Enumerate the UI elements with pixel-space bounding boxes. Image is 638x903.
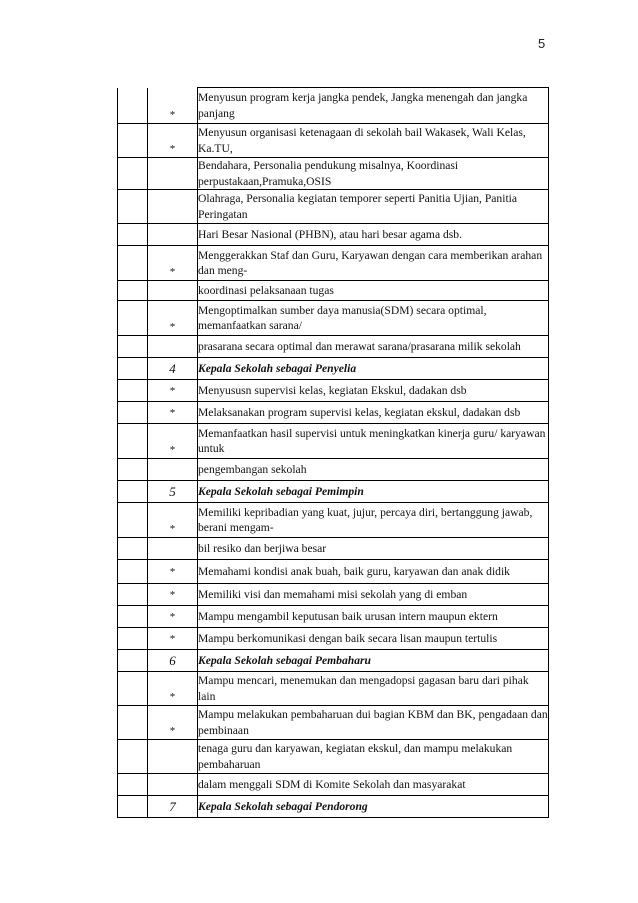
table-row bbox=[118, 124, 549, 158]
section-number: 6 bbox=[148, 650, 198, 672]
row-number bbox=[148, 224, 198, 246]
row-text: Bendahara, Personalia pendukung misalnya, Koordinasi perpustakaan,Pramuka,OSIS bbox=[198, 158, 549, 190]
table-row bbox=[118, 224, 549, 246]
row-text: koordinasi pelaksanaan tugas bbox=[198, 281, 549, 301]
left-margin-cell bbox=[118, 774, 148, 796]
left-margin-cell bbox=[118, 459, 148, 481]
section-number: 7 bbox=[148, 796, 198, 818]
table-row bbox=[118, 650, 549, 672]
row-number bbox=[148, 774, 198, 796]
table-row bbox=[118, 538, 549, 560]
left-margin-cell bbox=[118, 424, 148, 459]
row-text: Mampu melakukan pembaharuan dui bagian KBM dan BK, pengadaan dan pembinaan bbox=[198, 706, 549, 740]
row-number: * bbox=[148, 628, 198, 650]
table-row bbox=[118, 158, 549, 190]
row-number bbox=[148, 538, 198, 560]
table-row bbox=[118, 706, 549, 740]
left-margin-cell bbox=[118, 190, 148, 224]
row-number: * bbox=[148, 503, 198, 538]
row-number bbox=[148, 336, 198, 358]
table-row bbox=[118, 424, 549, 459]
section-heading: Kepala Sekolah sebagai Penyelia bbox=[198, 358, 549, 380]
table-row bbox=[118, 358, 549, 380]
left-margin-cell bbox=[118, 481, 148, 503]
row-number bbox=[148, 281, 198, 301]
row-text: Mampu mencari, menemukan dan mengadopsi gagasan baru dari pihak lain bbox=[198, 672, 549, 706]
row-text: Memiliki kepribadian yang kuat, jujur, percaya diri, bertanggung jawab, berani mengam- bbox=[198, 503, 549, 538]
left-margin-cell bbox=[118, 706, 148, 740]
table-row bbox=[118, 628, 549, 650]
left-margin-cell bbox=[118, 606, 148, 628]
row-number: * bbox=[148, 88, 198, 124]
table-row bbox=[118, 774, 549, 796]
table-row bbox=[118, 336, 549, 358]
row-text: Melaksanakan program supervisi kelas, kegiatan ekskul, dadakan dsb bbox=[198, 402, 549, 424]
row-number bbox=[148, 158, 198, 190]
left-margin-cell bbox=[118, 560, 148, 584]
left-margin-cell bbox=[118, 796, 148, 818]
table-row bbox=[118, 459, 549, 481]
left-margin-cell bbox=[118, 538, 148, 560]
row-number: * bbox=[148, 301, 198, 336]
row-text: prasarana secara optimal dan merawat sarana/prasarana milik sekolah bbox=[198, 336, 549, 358]
left-margin-cell bbox=[118, 358, 148, 380]
table-row bbox=[118, 281, 549, 301]
left-margin-cell bbox=[118, 402, 148, 424]
row-text: dalam menggali SDM di Komite Sekolah dan masyarakat bbox=[198, 774, 549, 796]
page-number: 5 bbox=[538, 36, 546, 51]
table-row bbox=[118, 246, 549, 281]
table-row bbox=[118, 560, 549, 584]
left-margin-cell bbox=[118, 88, 148, 124]
table-row bbox=[118, 301, 549, 336]
left-margin-cell bbox=[118, 650, 148, 672]
left-margin-cell bbox=[118, 281, 148, 301]
row-text: Menyusun organisasi ketenagaan di sekolah bail Wakasek, Wali Kelas, Ka.TU, bbox=[198, 124, 549, 158]
left-margin-cell bbox=[118, 584, 148, 606]
table-row bbox=[118, 672, 549, 706]
row-text: Hari Besar Nasional (PHBN), atau hari besar agama dsb. bbox=[198, 224, 549, 246]
row-text: bil resiko dan berjiwa besar bbox=[198, 538, 549, 560]
row-text: Menggerakkan Staf dan Guru, Karyawan dengan cara memberikan arahan dan meng- bbox=[198, 246, 549, 281]
row-text: tenaga guru dan karyawan, kegiatan ekskul, dan mampu melakukan pembaharuan bbox=[198, 740, 549, 774]
table-row bbox=[118, 606, 549, 628]
row-text: Olahraga, Personalia kegiatan temporer seperti Panitia Ujian, Panitia Peringatan bbox=[198, 190, 549, 224]
row-text: pengembangan sekolah bbox=[198, 459, 549, 481]
table-row bbox=[118, 584, 549, 606]
row-number: * bbox=[148, 424, 198, 459]
left-margin-cell bbox=[118, 336, 148, 358]
table-row bbox=[118, 796, 549, 818]
left-margin-cell bbox=[118, 740, 148, 774]
row-number: * bbox=[148, 124, 198, 158]
table-row bbox=[118, 190, 549, 224]
table-row bbox=[118, 380, 549, 402]
left-margin-cell bbox=[118, 224, 148, 246]
row-number: * bbox=[148, 584, 198, 606]
table-row bbox=[118, 503, 549, 538]
row-number bbox=[148, 190, 198, 224]
left-margin-cell bbox=[118, 158, 148, 190]
left-margin-cell bbox=[118, 301, 148, 336]
section-number: 5 bbox=[148, 481, 198, 503]
section-heading: Kepala Sekolah sebagai Pendorong bbox=[198, 796, 549, 818]
table-row bbox=[118, 481, 549, 503]
row-text: Menyusun program kerja jangka pendek, Jangka menengah dan jangka panjang bbox=[198, 88, 549, 124]
row-number: * bbox=[148, 380, 198, 402]
row-number: * bbox=[148, 672, 198, 706]
content-table bbox=[117, 87, 549, 818]
left-margin-cell bbox=[118, 380, 148, 402]
row-number: * bbox=[148, 706, 198, 740]
row-text: Memiliki visi dan memahami misi sekolah yang di emban bbox=[198, 584, 549, 606]
row-number: * bbox=[148, 606, 198, 628]
row-number: * bbox=[148, 246, 198, 281]
row-text: Mengoptimalkan sumber daya manusia(SDM) secara optimal, memanfaatkan sarana/ bbox=[198, 301, 549, 336]
row-number bbox=[148, 459, 198, 481]
left-margin-cell bbox=[118, 503, 148, 538]
left-margin-cell bbox=[118, 246, 148, 281]
row-text: Mampu mengambil keputusan baik urusan intern maupun ektern bbox=[198, 606, 549, 628]
row-number bbox=[148, 740, 198, 774]
left-margin-cell bbox=[118, 628, 148, 650]
left-margin-cell bbox=[118, 672, 148, 706]
table-row bbox=[118, 88, 549, 124]
row-text: Memanfaatkan hasil supervisi untuk meningkatkan kinerja guru/ karyawan untuk bbox=[198, 424, 549, 459]
section-number: 4 bbox=[148, 358, 198, 380]
row-number: * bbox=[148, 402, 198, 424]
left-margin-cell bbox=[118, 124, 148, 158]
section-heading: Kepala Sekolah sebagai Pembaharu bbox=[198, 650, 549, 672]
section-heading: Kepala Sekolah sebagai Pemimpin bbox=[198, 481, 549, 503]
row-text: Mampu berkomunikasi dengan baik secara lisan maupun tertulis bbox=[198, 628, 549, 650]
row-text: Memahami kondisi anak buah, baik guru, karyawan dan anak didik bbox=[198, 560, 549, 584]
table-row bbox=[118, 402, 549, 424]
row-text: Menyususn supervisi kelas, kegiatan Ekskul, dadakan dsb bbox=[198, 380, 549, 402]
row-number: * bbox=[148, 560, 198, 584]
table-row bbox=[118, 740, 549, 774]
